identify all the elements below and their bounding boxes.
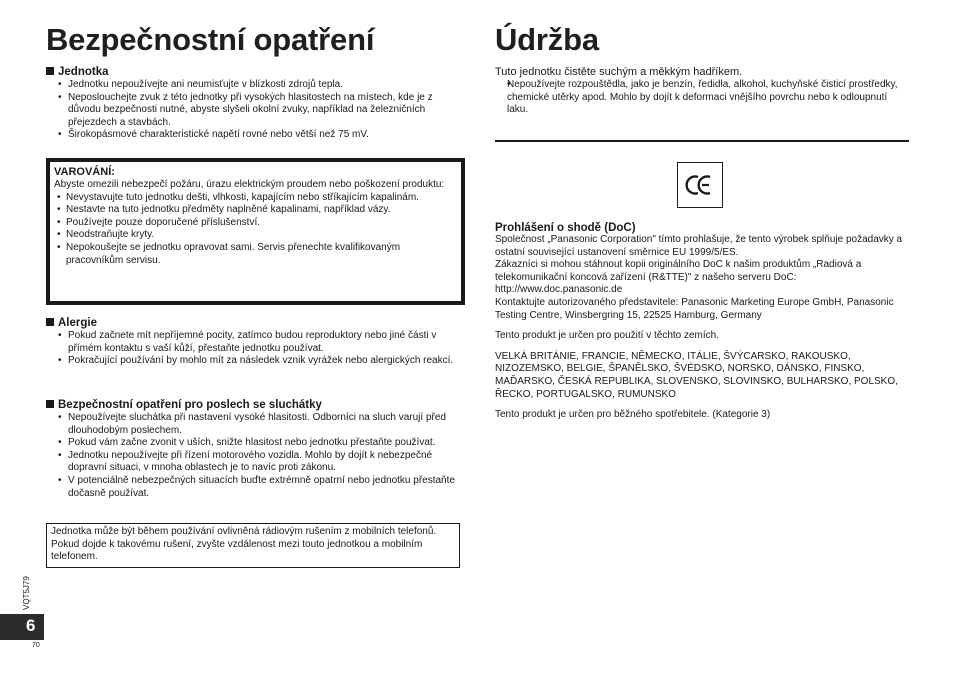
list-item: • Pokud vám začne zvonit v uších, snižte hlasitost nebo jednotku přestaňte používat. bbox=[46, 437, 460, 450]
ce-mark-icon bbox=[677, 162, 723, 208]
square-bullet-icon bbox=[46, 67, 54, 75]
list-item: • Nepoužívejte rozpouštědla, jako je benzín, ředidla, alkohol, kuchyňské čisticí prostředky, chemické utěrky apod. Mohlo by dojít k deformaci vnějšího povrchu nebo k odloupnutí laku. bbox=[495, 79, 909, 117]
listening-list bbox=[46, 412, 460, 500]
doc-heading: Prohlášení o shodě (DoC) bbox=[495, 222, 636, 234]
maintenance-title: Údržba bbox=[495, 22, 599, 57]
warning-intro: Abyste omezili nebezpečí požáru, úrazu elektrickým proudem nebo poškození produktu: bbox=[54, 179, 445, 190]
allergy-section bbox=[46, 317, 460, 368]
list-item: • Širokopásmové charakteristické napětí rovné nebo větší než 75 mV. bbox=[46, 129, 460, 142]
square-bullet-icon bbox=[46, 400, 54, 408]
doc-paragraph: Společnost „Panasonic Corporation" tímto prohlašuje, že tento výrobek splňuje požadavky a ostatní související ustanovení směrnice EU 1999/5/ES. bbox=[495, 234, 903, 258]
maintenance-section bbox=[495, 66, 909, 117]
list-item: • Nestavte na tuto jednotku předměty naplněné kapalinami, například vázy. bbox=[54, 204, 458, 217]
list-item: • Nepokoušejte se jednotku opravovat sami. Servis přenechte kvalifikovaným pracovníkům servisu. bbox=[54, 242, 458, 267]
maintenance-intro: Tuto jednotku čistěte suchým a měkkým hadříkem. bbox=[495, 66, 743, 78]
unit-heading: Jednotka bbox=[46, 66, 460, 78]
doc-paragraph: Zákazníci si mohou stáhnout kopii originálního DoC k našim produktům „Radiová a telekomunikační koncová zařízení (R&TTE)" z našeho serveru DoC: bbox=[495, 259, 862, 283]
allergy-heading: Alergie bbox=[46, 317, 460, 329]
unit-section bbox=[46, 66, 460, 142]
warning-box bbox=[46, 158, 465, 305]
maintenance-list bbox=[495, 79, 909, 117]
list-item: • Neposlouchejte zvuk z této jednotky při vysokých hlasitostech na místech, kde je z důvodu bezpečnosti nutné, abyste slyšeli okolní zvuky, například na železničních přejezdech a stavbách. bbox=[46, 92, 460, 130]
page-number-tab bbox=[0, 614, 44, 640]
doc-paragraph: Tento produkt je určen pro běžného spotřebitele. (Kategorie 3) bbox=[495, 409, 771, 421]
list-item: • Jednotku nepoužívejte při řízení motorového vozidla. Mohlo by dojít k nebezpečné dopravní situaci, v mnoha oblastech je to navíc proti zákonu. bbox=[46, 450, 460, 475]
unit-list bbox=[46, 79, 460, 142]
allergy-list bbox=[46, 330, 460, 368]
listening-heading: Bezpečnostní opatření pro poslech se sluchátky bbox=[46, 399, 460, 411]
doc-section bbox=[495, 222, 909, 422]
doc-paragraph: Tento produkt je určen pro použití v těchto zemích. bbox=[495, 330, 720, 342]
warning-heading: VAROVÁNÍ: bbox=[54, 166, 115, 178]
list-item: • Používejte pouze doporučené příslušenství. bbox=[54, 217, 458, 230]
section-divider bbox=[495, 140, 909, 142]
list-item: • Nevystavujte tuto jednotku dešti, vlhkosti, kapajícím nebo stříkajícím kapalinám. bbox=[54, 192, 458, 205]
doc-paragraph: Kontaktujte autorizovaného představitele: Panasonic Marketing Europe GmbH, Panasonic Testing Centre, Winsbergring 15, 22525 Hamburg, Germany bbox=[495, 296, 894, 321]
sub-page-number: 70 bbox=[32, 642, 40, 649]
document-code: VQT5J79 bbox=[22, 576, 31, 610]
list-item: • Jednotku nepoužívejte ani neumisťujte v blízkosti zdrojů tepla. bbox=[46, 79, 460, 92]
doc-url: http://www.doc.panasonic.de bbox=[495, 284, 623, 296]
page-number: 6 bbox=[26, 616, 36, 635]
listening-section bbox=[46, 399, 460, 500]
list-item: • V potenciálně nebezpečných situacích buďte extrémně opatrní nebo jednotku přestaňte dočasně používat. bbox=[46, 475, 460, 500]
ce-logo bbox=[678, 163, 722, 207]
square-bullet-icon bbox=[46, 318, 54, 326]
interference-notice: Jednotka může být během používání ovlivněná rádiovým rušením z mobilních telefonů. Pokud dojde k takovému rušení, zvyšte vzdálenost mezi touto jednotkou a mobilním telefonem. bbox=[46, 523, 460, 568]
warning-list bbox=[54, 192, 458, 268]
list-item: • Nepoužívejte sluchátka při nastavení vysoké hlasitosti. Odborníci na sluch varují před dlouhodobým poslechem. bbox=[46, 412, 460, 437]
list-item: • Neodstraňujte kryty. bbox=[54, 229, 458, 242]
list-item: • Pokračující používání by mohlo mít za následek vznik vyrážek nebo alergických reakcí. bbox=[46, 355, 460, 368]
safety-title: Bezpečnostní opatření bbox=[46, 22, 375, 57]
list-item: • Pokud začnete mít nepříjemné pocity, zatímco budou reproduktory nebo jiné části v přímém kontaktu s vaší kůží, přestaňte jednotku používat. bbox=[46, 330, 460, 355]
doc-countries: VELKÁ BRITÁNIE, FRANCIE, NĚMECKO, ITÁLIE, ŠVÝCARSKO, RAKOUSKO, NIZOZEMSKO, BELGIE, ŠPANĚLSKO, ŠVÉDSKO, NORSKO, DÁNSKO, FINSKO, MAĎARSKO, ČESKÁ REPUBLIKA, SLOVENSKO, SLOVINSKO, BULHARSKO, POLSKO, ŘECKO, PORTUGALSKO, RUMUNSKO bbox=[495, 350, 898, 400]
